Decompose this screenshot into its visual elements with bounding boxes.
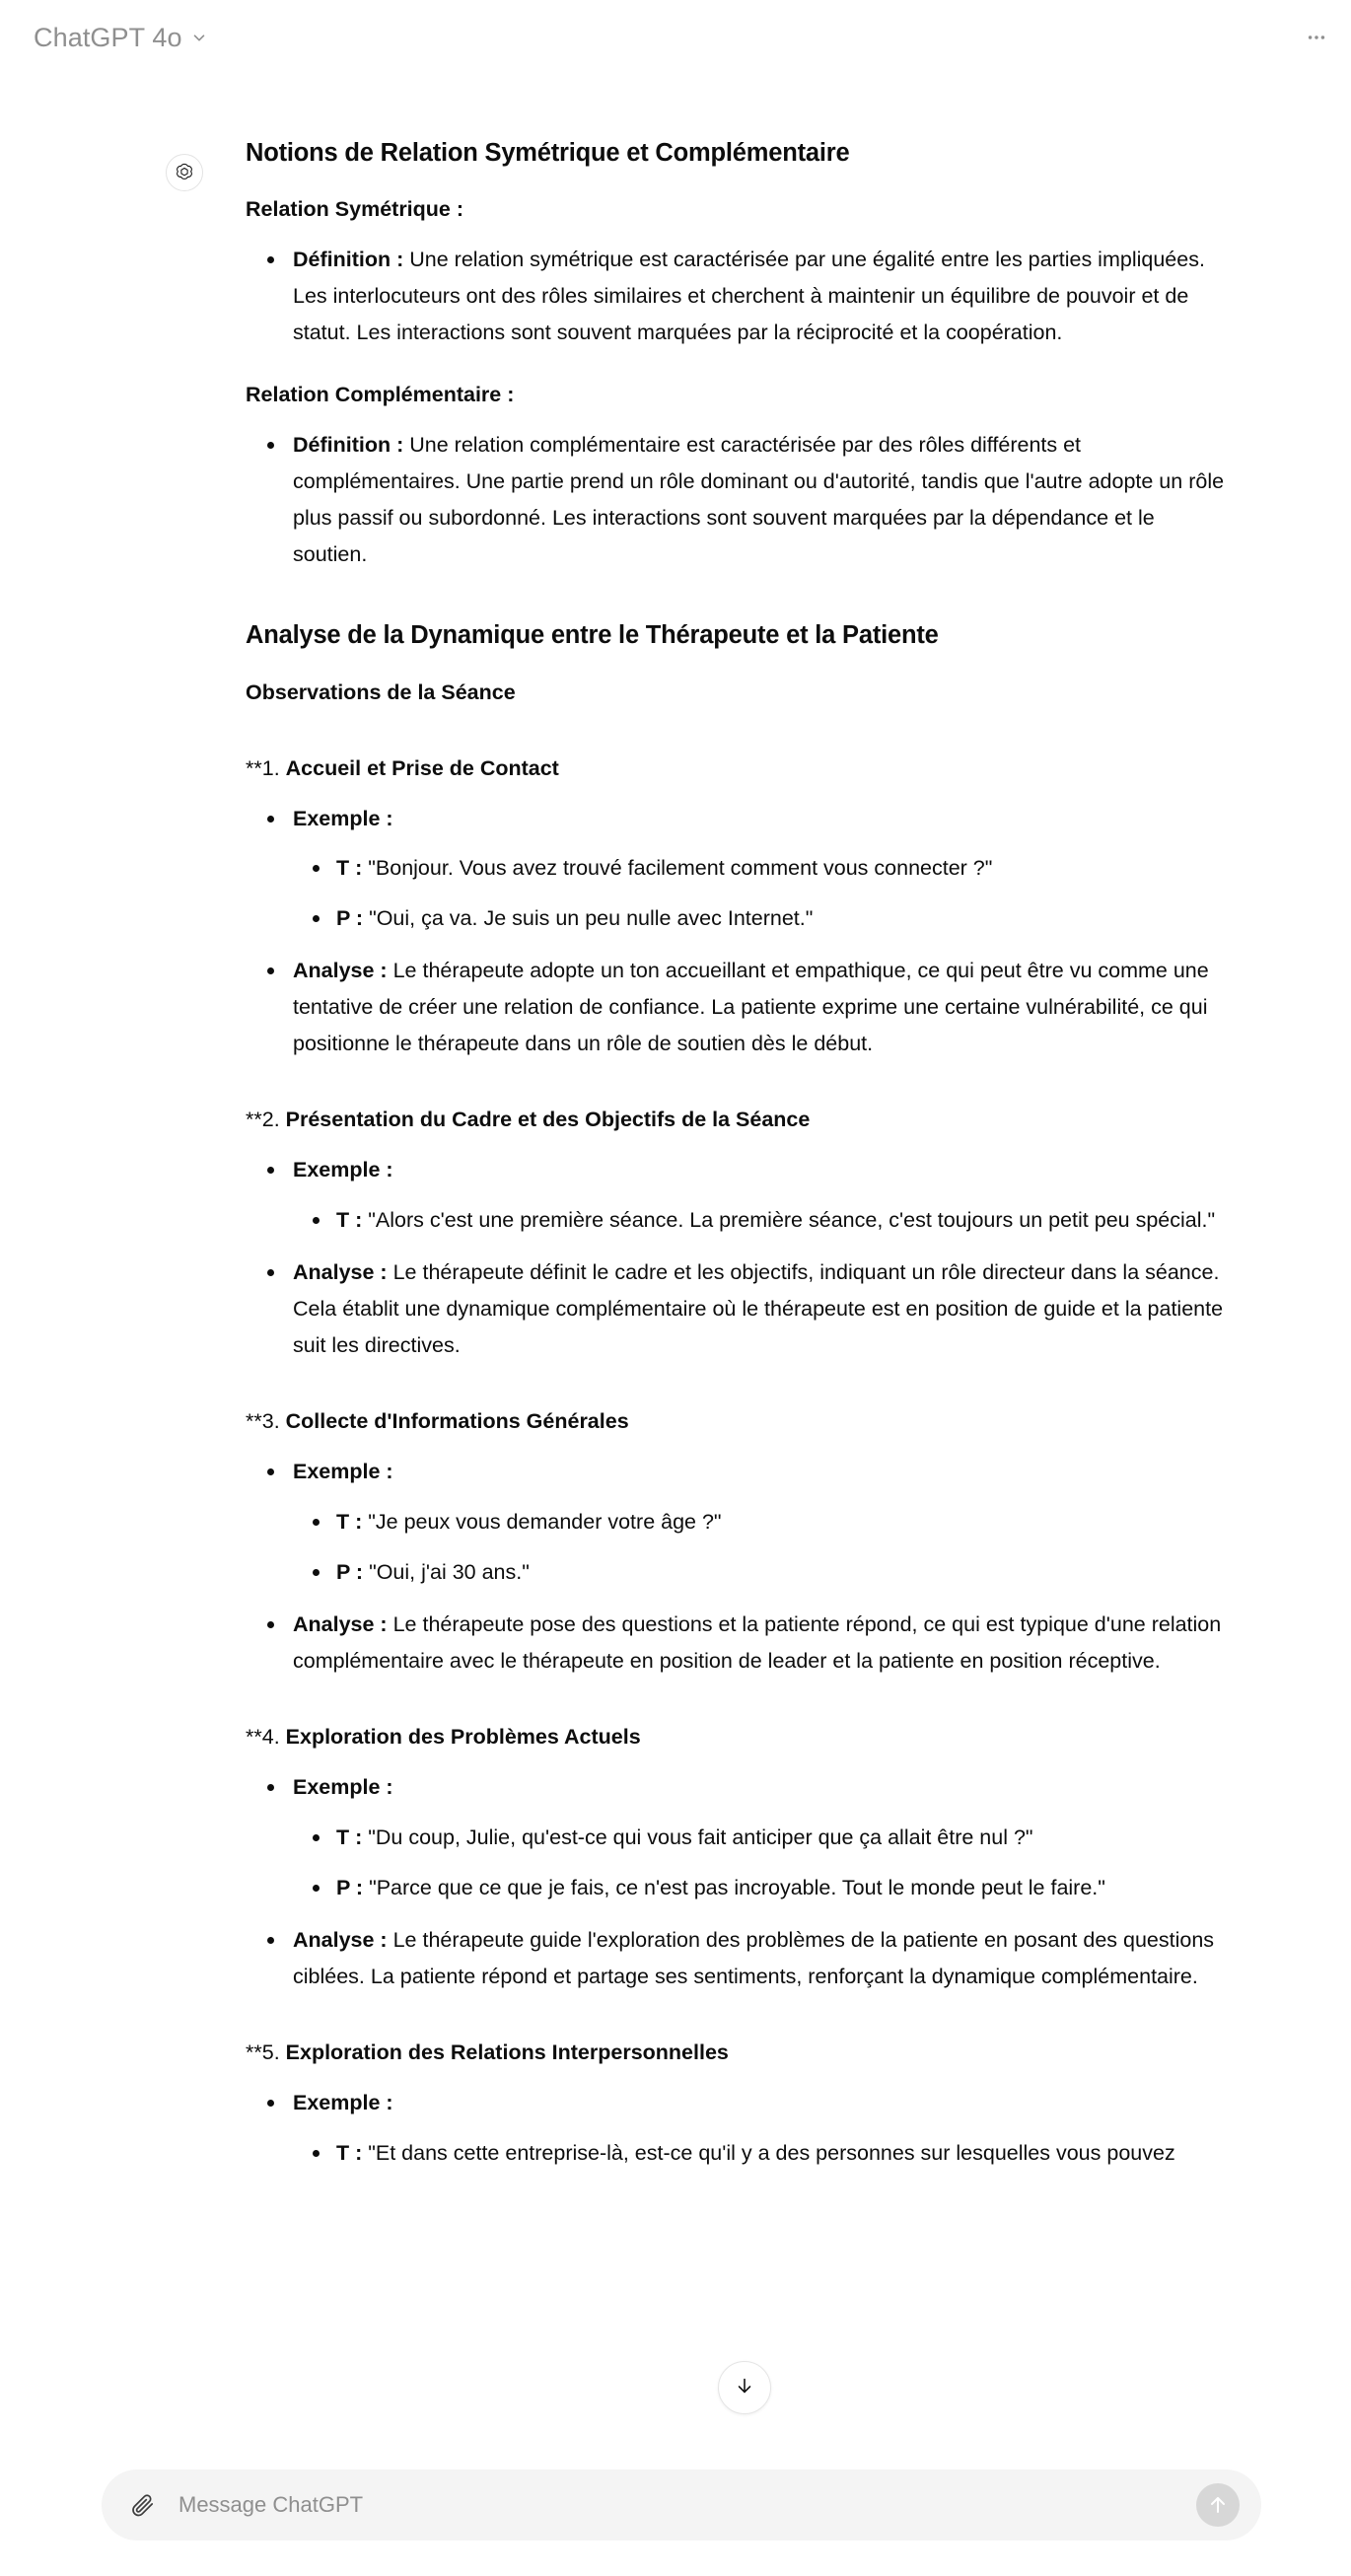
list-section-2	[246, 1152, 1233, 1364]
subsection-prefix-4: **4.	[246, 1724, 286, 1749]
analyse-label: Analyse :	[293, 1927, 388, 1952]
list-item	[336, 1202, 1233, 1239]
speaker-label: P :	[336, 1875, 364, 1899]
subsection-prefix-2: **2.	[246, 1108, 286, 1132]
subsection-heading-5	[246, 2035, 1233, 2071]
heading-observations: Observations de la Séance	[246, 680, 516, 704]
analyse-text: Le thérapeute définit le cadre et les objectifs, indiquant un rôle directeur dans la séance. Cela établit une dynamique complémentaire où le thérapeute est en position de guide et la patiente suit les directives.	[293, 1260, 1224, 1358]
list-item	[336, 900, 1233, 937]
list-section-4	[246, 1769, 1233, 1995]
quote-text: "Oui, ça va. Je suis un peu nulle avec Internet."	[369, 906, 814, 931]
speaker-label: T :	[336, 856, 363, 881]
subsection-title-3: Collecte d'Informations Générales	[285, 1409, 629, 1434]
quote-list	[293, 1202, 1233, 1239]
subsection-title-2: Présentation du Cadre et des Objectifs de la Séance	[285, 1108, 811, 1132]
analyse-text: Le thérapeute guide l'exploration des problèmes de la patiente en posant des questions ciblées. La patiente répond et partage ses sentiments, renforçant la dynamique complémentaire.	[293, 1927, 1215, 1988]
speaker-label: T :	[336, 2140, 363, 2165]
quote-text: "Je peux vous demander votre âge ?"	[368, 1510, 722, 1535]
quote-list	[293, 2135, 1233, 2172]
subsection-heading-3	[246, 1403, 1233, 1440]
list-item	[293, 1769, 1233, 1906]
message-content	[246, 75, 1233, 2172]
list-item	[293, 1607, 1233, 1680]
quote-list	[293, 1504, 1233, 1591]
quote-list	[293, 850, 1233, 937]
definition-text: Une relation complémentaire est caractérisée par des rôles différents et complémentaires. Une partie prend un rôle dominant ou d'autorité, tandis que l'autre adopte un rôle plus passif ou subordonné. Les interactions sont souvent marquées par la dépendance et le soutien.	[293, 433, 1225, 567]
analyse-label: Analyse :	[293, 1260, 388, 1285]
speaker-label: P :	[336, 1560, 364, 1585]
list-section-5	[246, 2085, 1233, 2172]
list-section-3	[246, 1454, 1233, 1680]
list-item	[293, 1254, 1233, 1364]
analyse-text: Le thérapeute adopte un ton accueillant et empathique, ce qui peut être vu comme une tentative de créer une relation de confiance. La patiente exprime une certaine vulnérabilité, ce qui positionne le thérapeute dans un rôle de soutien dès le début.	[293, 959, 1209, 1056]
quote-text: "Du coup, Julie, qu'est-ce qui vous fait anticiper que ça allait être nul ?"	[368, 1825, 1033, 1849]
list-item	[293, 2085, 1233, 2172]
top-bar	[0, 0, 1351, 75]
list-item	[336, 1820, 1233, 1856]
heading-relation-complementaire: Relation Complémentaire :	[246, 383, 515, 407]
quote-list	[293, 1820, 1233, 1906]
example-label: Exemple :	[293, 2090, 393, 2114]
composer[interactable]	[102, 2469, 1261, 2540]
list-section-1	[246, 801, 1233, 1063]
list-item	[336, 850, 1233, 887]
list-relation-symetrique	[246, 242, 1233, 351]
subsection-title-5: Exploration des Relations Interpersonnelles	[285, 2039, 729, 2064]
subsection-title-1: Accueil et Prise de Contact	[285, 755, 559, 780]
list-item	[336, 2135, 1233, 2172]
quote-text: "Bonjour. Vous avez trouvé facilement comment vous connecter ?"	[368, 856, 993, 881]
composer-bar	[0, 2460, 1351, 2576]
list-item	[293, 1922, 1233, 1995]
subsection-heading-1	[246, 751, 1233, 787]
list-item	[336, 1870, 1233, 1906]
subsection-prefix-3: **3.	[246, 1409, 286, 1434]
subsection-prefix-1: **1.	[246, 755, 286, 780]
definition-label: Définition :	[293, 248, 404, 272]
model-switcher[interactable]	[24, 17, 218, 59]
list-item	[293, 427, 1233, 573]
subsection-heading-2	[246, 1102, 1233, 1138]
definition-text: Une relation symétrique est caractérisée par une égalité entre les parties impliquées. Les interlocuteurs ont des rôles similaires et cherchent à maintenir un équilibre de pouvoir et de statut. Les interactions sont souvent marquées par la réciprocité et la coopération.	[293, 248, 1205, 345]
quote-text: "Oui, j'ai 30 ans."	[369, 1560, 530, 1585]
send-button[interactable]	[1196, 2483, 1240, 2527]
more-options-icon[interactable]	[1306, 27, 1327, 48]
section-title-analyse: Analyse de la Dynamique entre le Thérapeute et la Patiente	[246, 621, 939, 650]
subsection-heading-4	[246, 1719, 1233, 1755]
quote-text: "Parce que ce que je fais, ce n'est pas incroyable. Tout le monde peut le faire."	[369, 1875, 1105, 1899]
analyse-label: Analyse :	[293, 1612, 388, 1636]
paperclip-icon[interactable]	[123, 2486, 161, 2524]
list-item	[293, 242, 1233, 351]
analyse-label: Analyse :	[293, 959, 388, 983]
model-name-label: ChatGPT 4o	[34, 22, 182, 52]
scroll-to-bottom-button[interactable]	[718, 2361, 771, 2414]
example-label: Exemple :	[293, 1158, 393, 1182]
list-item	[293, 1454, 1233, 1591]
quote-text: "Et dans cette entreprise-là, est-ce qu'il y a des personnes sur lesquelles vous pouvez	[368, 2140, 1175, 2165]
heading-relation-symetrique: Relation Symétrique :	[246, 197, 464, 222]
list-item	[293, 953, 1233, 1062]
example-label: Exemple :	[293, 806, 393, 830]
window-right-edge	[1345, 0, 1351, 2576]
list-item	[293, 801, 1233, 938]
assistant-message	[0, 75, 1351, 2172]
speaker-label: T :	[336, 1825, 363, 1849]
message-input[interactable]	[177, 2485, 1180, 2525]
speaker-label: T :	[336, 1510, 363, 1535]
list-item	[293, 1152, 1233, 1239]
example-label: Exemple :	[293, 1774, 393, 1799]
page-title: Notions de Relation Symétrique et Complémentaire	[246, 139, 850, 167]
definition-label: Définition :	[293, 433, 404, 458]
conversation-scroll-area[interactable]	[0, 75, 1351, 2460]
list-item	[336, 1504, 1233, 1540]
list-relation-complementaire	[246, 427, 1233, 573]
subsection-title-4: Exploration des Problèmes Actuels	[285, 1724, 641, 1749]
analyse-text: Le thérapeute pose des questions et la patiente répond, ce qui est typique d'une relation complémentaire avec le thérapeute en position de leader et la patiente en position réceptive.	[293, 1612, 1222, 1673]
chevron-down-icon	[190, 29, 208, 46]
example-label: Exemple :	[293, 1460, 393, 1484]
speaker-label: P :	[336, 906, 364, 931]
list-item	[336, 1554, 1233, 1591]
assistant-avatar	[166, 154, 203, 191]
subsection-prefix-5: **5.	[246, 2039, 286, 2064]
speaker-label: T :	[336, 1208, 363, 1233]
top-bar-actions	[1306, 27, 1327, 48]
arrow-down-icon	[734, 2375, 755, 2401]
quote-text: "Alors c'est une première séance. La première séance, c'est toujours un petit peu spécial."	[368, 1208, 1216, 1233]
